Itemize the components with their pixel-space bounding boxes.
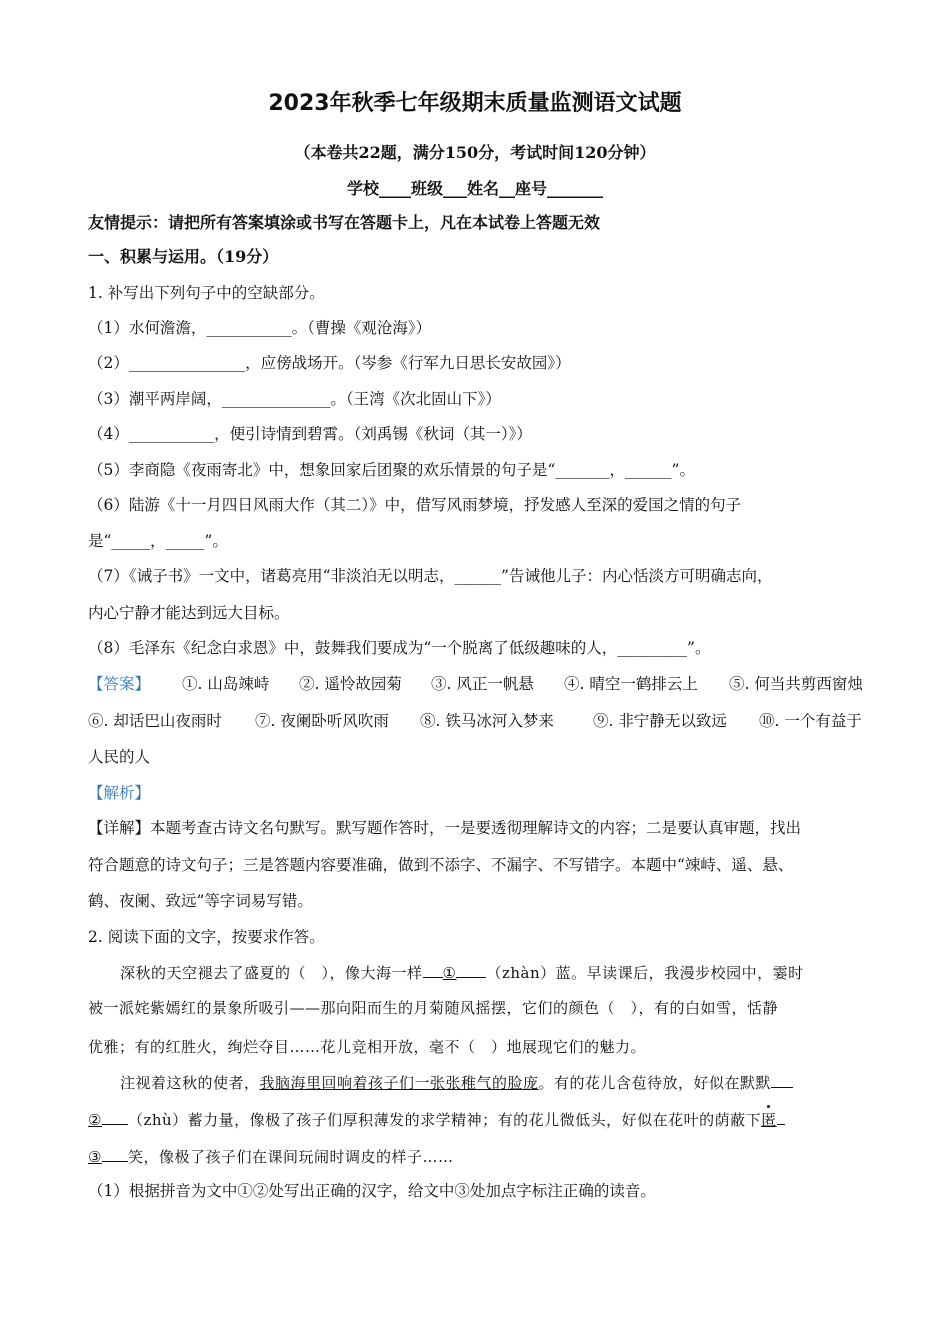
answer-9: ⑨. 非宁静无以致远 (593, 712, 727, 730)
passage-text: 注视着这秋的使者， (120, 1074, 260, 1092)
passage-p2-line1 (120, 1071, 793, 1094)
passage-text: 。有的花儿含苞待放，好似在默默 (538, 1074, 772, 1092)
passage-p2-line3 (88, 1145, 453, 1168)
answer-5: ⑤. 何当共剪西窗烛 (729, 675, 863, 693)
q1-item-8: （8）毛泽东《纪念白求恩》中，鼓舞我们要成为“一个脱离了低级趣味的人，_________”。 (88, 639, 711, 657)
q1-item-1: （1）水何澹澹，___________。（曹操《观沧海》） (88, 319, 432, 337)
q1-item-6: （6）陆游《十一月四日风雨大作（其二）》中，借写风雨梦境，抒发感人至深的爱国之情的句子 (88, 496, 742, 514)
analysis-tag: 【解析】 (88, 784, 151, 802)
blank-mark-1: ① (442, 964, 457, 982)
blank-mark-3: ③ (88, 1148, 102, 1166)
passage-p1-line2: 被一派姹紫嫣红的景象所吸引——那向阳而生的月菊随风摇摆，它们的颜色（ ），有的白如雪，恬静 (88, 999, 779, 1017)
dotted-char: 匿 (761, 1111, 777, 1129)
answer-4: ④. 晴空一鹤排云上 (564, 675, 698, 693)
passage-p1-line1 (120, 961, 804, 984)
friendly-tip: 友情提示：请把所有答案填涂或书写在答题卡上，凡在本试卷上答题无效 (88, 213, 601, 232)
passage-text: 深秋的天空褪去了盛夏的（ ），像大海一样 (120, 964, 423, 982)
q1-item-4: （4）___________，便引诗情到碧霄。（刘禹锡《秋词（其一）》） (88, 425, 532, 443)
answer-10: ⑩. 一个有益于 (759, 712, 862, 730)
q1-item-2: （2）_______________，应傍战场开。（岑参《行军九日思长安故园》） (88, 354, 571, 372)
answer-6: ⑥. 却话巴山夜雨时 (88, 712, 222, 730)
q1-item-6-cont: 是“_____，_____”。 (88, 532, 228, 550)
q1-item-7-cont: 内心宁静才能达到远大目标。 (88, 604, 290, 622)
answer-7: ⑦. 夜阑卧听风吹雨 (255, 712, 389, 730)
passage-text: （zhàn）蓝。早读课后，我漫步校园中，霎时 (486, 964, 804, 982)
answer-3: ③. 风正一帆悬 (431, 675, 534, 693)
detail-line-3: 鹤、夜阑、致远”等字词易写错。 (88, 892, 313, 910)
student-info-fields: 学校____班级___姓名__座号_______ (346, 179, 603, 198)
underlined-sentence: 我脑海里回响着孩子们一张张稚气的脸庞 (259, 1074, 539, 1092)
passage-p2-line2 (88, 1108, 785, 1131)
exam-title: 2023年秋季七年级期末质量监测语文试题 (268, 91, 682, 116)
passage-p1-line3: 优雅；有的红胜火，绚烂夺目……花儿竞相开放，毫不（ ）地展现它们的魅力。 (88, 1038, 647, 1056)
blank-mark-2: ② (88, 1111, 102, 1129)
q1-item-5: （5）李商隐《夜雨寄北》中，想象回家后团聚的欢乐情景的句子是“_______，______”。 (88, 461, 695, 479)
detail-line-2: 符合题意的诗文句子；三是答题内容要准确，做到不添字、不漏字、不写错字。本题中“竦峙、遥、悬、 (88, 856, 794, 874)
q1-stem: 1. 补写出下列句子中的空缺部分。 (88, 284, 325, 302)
passage-text: （zhù）蓄力量，像极了孩子们厚积薄发的求学精神；有的花儿微低头，好似在花叶的荫蔽下 (127, 1111, 762, 1129)
answer-2: ②. 遥怜故园菊 (299, 675, 402, 693)
q2-stem: 2. 阅读下面的文字，按要求作答。 (88, 928, 325, 946)
passage-text: 笑，像极了孩子们在课间玩闹时调皮的样子…… (127, 1148, 454, 1166)
exam-subtitle: （本卷共22题，满分150分，考试时间120分钟） (294, 143, 656, 162)
q2-sub1: （1）根据拼音为文中①②处写出正确的汉字，给文中③处加点字标注正确的读音。 (88, 1182, 656, 1200)
q1-item-7: （7）《诫子书》一文中，诸葛亮用“非淡泊无以明志，______”告诫他儿子：内心恬淡方可明确志向， (88, 567, 773, 585)
answer-1: ①. 山岛竦峙 (182, 675, 270, 693)
q1-item-3: （3）潮平两岸阔，______________。（王湾《次北固山下》） (88, 390, 501, 408)
section1-heading: 一、积累与运用。（19分） (88, 247, 279, 266)
answer-tag: 【答案】 (88, 675, 151, 693)
detail-line-1: 【详解】本题考查古诗文名句默写。默写题作答时，一是要透彻理解诗文的内容；二是要认真审题，找出 (88, 819, 802, 837)
answer-10-cont: 人民的人 (88, 748, 151, 766)
answer-8: ⑧. 铁马冰河入梦来 (420, 712, 554, 730)
